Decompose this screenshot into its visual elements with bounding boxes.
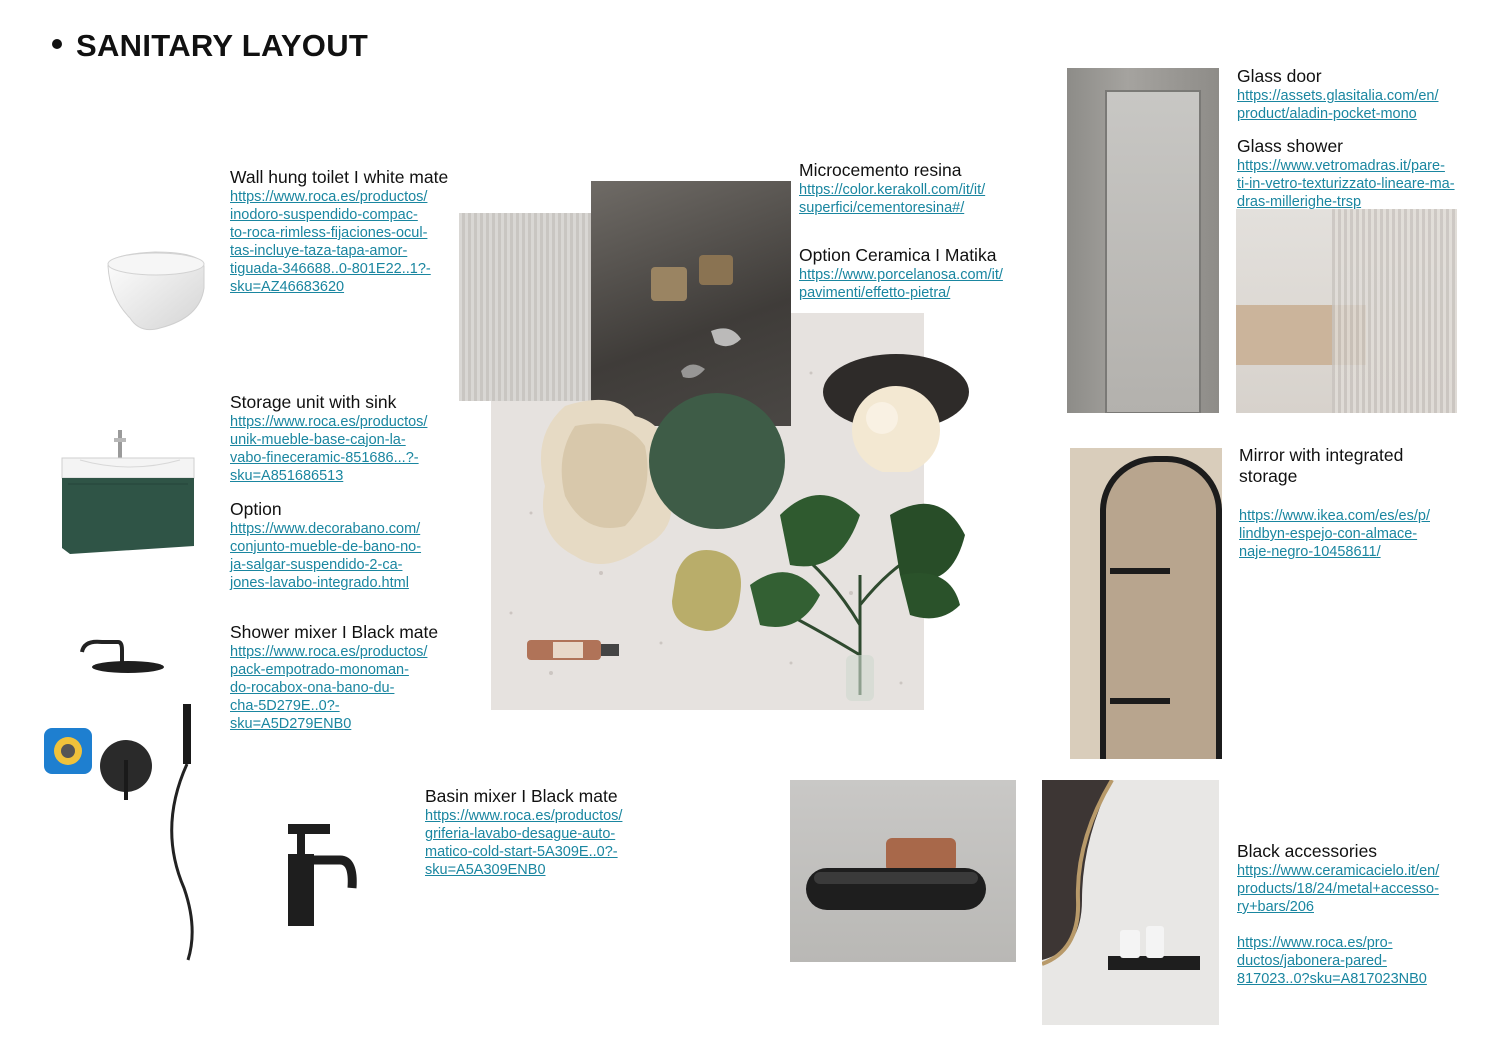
- shower-set-image: [38, 698, 198, 970]
- accessories-link-2[interactable]: https://www.roca.es/pro- ductos/jabonera-pared- 817023..0?sku=A817023NB0: [1237, 935, 1427, 987]
- toilet-heading: Wall hung toilet I white mate: [230, 167, 449, 187]
- ceramica-heading: Option Ceramica I Matika: [799, 245, 997, 265]
- toilet-info: [230, 167, 448, 296]
- plant-image: [750, 455, 980, 705]
- product-bottle-image: [523, 636, 625, 664]
- bullet-icon: [52, 39, 62, 49]
- storage-option-heading: Option: [230, 499, 282, 519]
- basin-mixer-image: [280, 820, 360, 930]
- sponge-image: [666, 545, 746, 635]
- glass-shower-heading: Glass shower: [1237, 136, 1344, 156]
- microcemento-heading: Microcemento resina: [799, 160, 962, 180]
- ceramica-info: [799, 245, 1003, 302]
- fluted-glass-sample: [459, 213, 594, 401]
- basin-mixer-heading: Basin mixer I Black mate: [425, 786, 618, 806]
- accessories-link-1[interactable]: https://www.ceramicacielo.it/en/ products/18/24/metal+accesso- ry+bars/206: [1237, 863, 1440, 915]
- soap-tray-image: [790, 780, 1016, 962]
- mirror-link[interactable]: https://www.ikea.com/es/es/p/ lindbyn-espejo-con-almace- naje-negro-10458611/: [1239, 508, 1430, 560]
- mirror-info: [1239, 445, 1430, 561]
- shelf-line: [1110, 698, 1170, 704]
- toilet-link[interactable]: https://www.roca.es/productos/ inodoro-suspendido-compac- to-roca-rimless-fijaciones-ocul- tas-incluye-taza-tapa-amor- tiguada-346688..0-801E22..1?- sku=AZ46683620: [230, 189, 431, 295]
- storage-heading: Storage unit with sink: [230, 392, 397, 412]
- shower-mixer-info: [230, 622, 438, 733]
- microcement-photo: [591, 181, 791, 426]
- storage-option-link[interactable]: https://www.decorabano.com/ conjunto-mueble-de-bano-no- ja-salgar-suspendido-2-ca- jones-lavabo-integrado.html: [230, 521, 422, 591]
- accessories-info: [1237, 841, 1439, 988]
- mirror-frame: [1100, 456, 1222, 759]
- storage-unit-image: [60, 428, 196, 558]
- pendant-lamp-image: [820, 352, 972, 472]
- storage-info: [230, 392, 427, 592]
- glass-door-info: [1237, 66, 1439, 123]
- glass-door-link[interactable]: https://assets.glasitalia.com/en/ product/aladin-pocket-mono: [1237, 88, 1439, 122]
- basin-mixer-link[interactable]: https://www.roca.es/productos/ griferia-lavabo-desague-auto- matico-cold-start-5A309E..0?- sku=A5A309ENB0: [425, 808, 623, 878]
- glass-shower-link[interactable]: https://www.vetromadras.it/pare- ti-in-vetro-texturizzato-lineare-ma- dras-millerighe-trsp: [1237, 158, 1455, 210]
- storage-link[interactable]: https://www.roca.es/productos/ unik-mueble-base-cajon-la- vabo-fineceramic-851686...?- sku=A851686513: [230, 414, 428, 484]
- microcemento-link[interactable]: https://color.kerakoll.com/it/it/ superfici/cementoresina#/: [799, 182, 986, 216]
- fluted-glass-panel: [1332, 209, 1457, 413]
- mirror-heading: Mirror with integrated storage: [1239, 445, 1404, 486]
- shelf-line: [1110, 568, 1170, 574]
- shower-mixer-link[interactable]: https://www.roca.es/productos/ pack-empotrado-monoman- do-rocabox-ona-bano-du- cha-5D279E..0?- sku=A5D279ENB0: [230, 644, 428, 732]
- microcemento-info: [799, 160, 985, 217]
- mirror-storage-image: [1070, 448, 1222, 759]
- door-panel: [1105, 90, 1201, 413]
- shower-mixer-heading: Shower mixer I Black mate: [230, 622, 439, 642]
- accessories-image: [1042, 780, 1219, 1025]
- page-title: SANITARY LAYOUT: [52, 28, 368, 64]
- glass-shower-image: [1236, 209, 1457, 413]
- glass-shower-info: [1237, 136, 1455, 211]
- basin-mixer-info: [425, 786, 622, 879]
- shower-head-image: [78, 634, 168, 678]
- ceramica-link[interactable]: https://www.porcelanosa.com/it/ pavimenti/effetto-pietra/: [799, 267, 1003, 301]
- glass-door-heading: Glass door: [1237, 66, 1322, 86]
- accessories-heading: Black accessories: [1237, 841, 1378, 861]
- toilet-image: [100, 248, 210, 338]
- glass-door-image: [1067, 68, 1219, 413]
